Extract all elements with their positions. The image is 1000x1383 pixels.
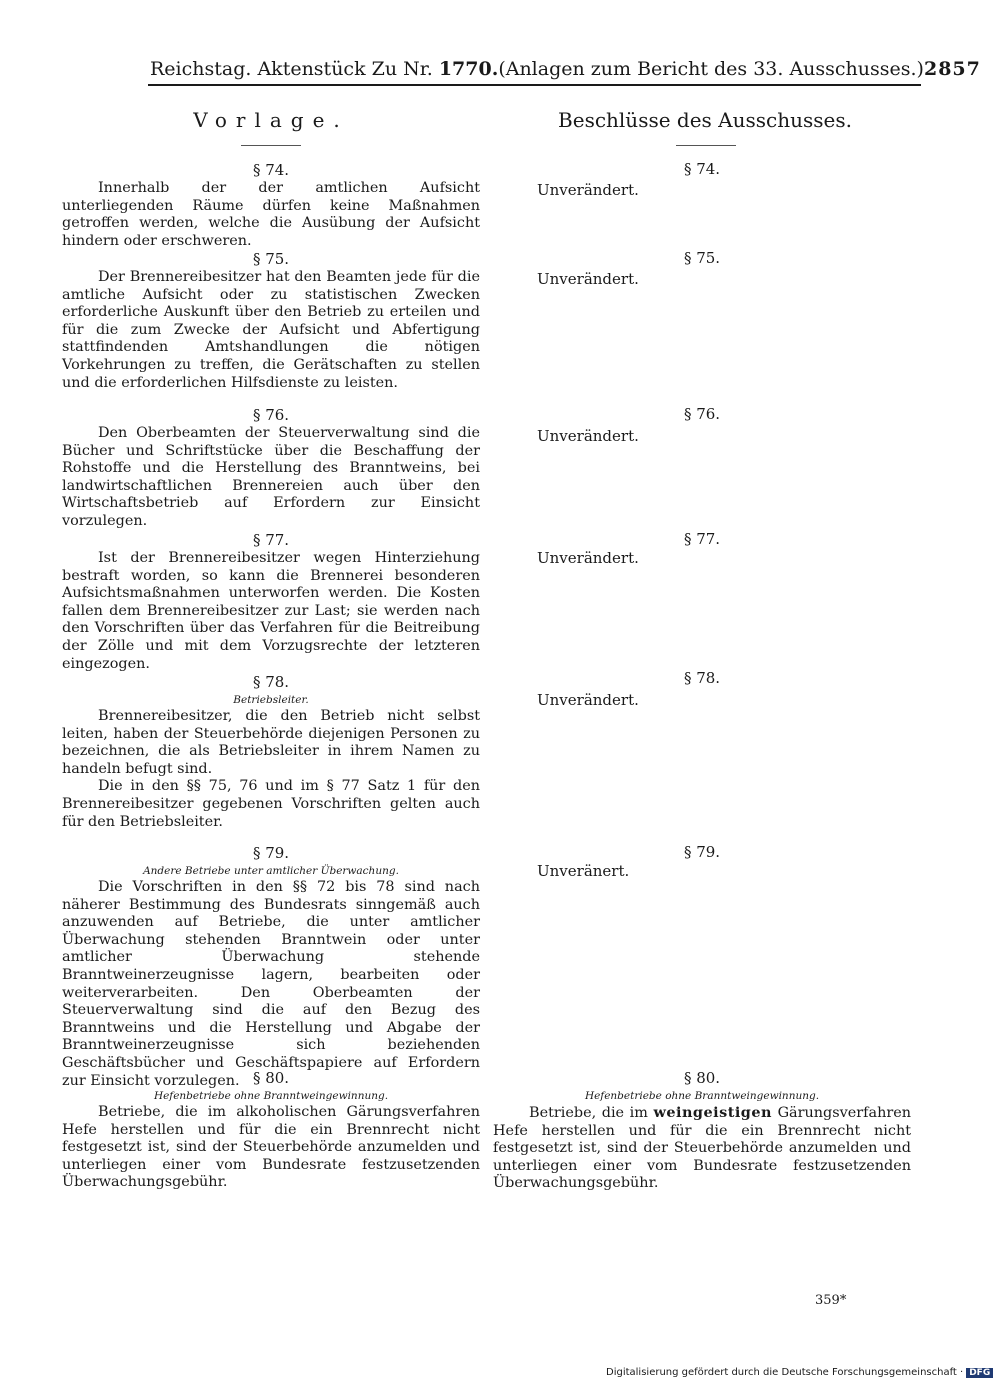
right-section-number-79: § 79. bbox=[683, 843, 721, 861]
emphasized-word: weingeistigen bbox=[653, 1104, 772, 1121]
right-title-rule bbox=[676, 145, 736, 146]
right-column-title: Beschlüsse des Ausschusses. bbox=[558, 108, 852, 132]
right-section-number-75: § 75. bbox=[683, 249, 721, 267]
right-section-number-76: § 76. bbox=[683, 405, 721, 423]
section-text: Der Brennereibesitzer hat den Beamten jede für die amtliche Aufsicht oder zu statistischen Zwecken erforderliche Auskunft über den Betrieb zu erteilen und für die zum Zwecke der Aufsicht und Abfertigung stattfindenden Amtshandlungen die nötigen Vorkehrungen zu treffen, die Gerätschaften zu stellen und die erforderlichen Hilfsdienste zu leisten. bbox=[62, 269, 480, 391]
right-section-text-77: Unverändert. bbox=[537, 549, 639, 567]
section-number: § 76. bbox=[252, 406, 290, 424]
left-title-rule bbox=[241, 145, 301, 146]
section-number: § 78. bbox=[252, 673, 290, 691]
section-number: § 75. bbox=[252, 250, 290, 268]
right-section-text-75: Unverändert. bbox=[537, 270, 639, 288]
right-section-number-77: § 77. bbox=[683, 530, 721, 548]
section-number: § 74. bbox=[252, 161, 290, 179]
section-number: § 79. bbox=[252, 844, 290, 862]
left-section-78 bbox=[62, 672, 480, 831]
dfg-logo: DFG bbox=[966, 1368, 993, 1378]
header-number: 1770. bbox=[438, 58, 499, 80]
section-number: § 80. bbox=[683, 1069, 721, 1087]
right-section-80 bbox=[493, 1068, 911, 1193]
header-title: Reichstag. Aktenstück Zu Nr. 1770. bbox=[150, 58, 499, 80]
section-text: Die Vorschriften in den §§ 72 bis 78 sind nach näherer Bestimmung des Bundesrats sinngemäß auch anzuwenden auf Betriebe, die unter amtlicher Überwachung stehenden Branntwein oder unter amtlicher Überwachung stehende Branntweinerzeugnisse lagern, bearbeiten oder weiterverarbeiten. Den Oberbeamten der Steuerverwaltung sind die auf den Bezug des Branntweins und die Herstellung und Abgabe der Branntweinerzeugnisse sich beziehenden Geschäftsbücher und Geschäftspapiere auf Erfordern zur Einsicht vorzulegen. bbox=[62, 879, 480, 1089]
left-section-76 bbox=[62, 405, 480, 531]
section-subtitle: Andere Betriebe unter amtlicher Überwachung. bbox=[143, 865, 399, 877]
section-number: § 80. bbox=[252, 1069, 290, 1087]
page-number: 2857 bbox=[923, 58, 981, 80]
page-header bbox=[150, 58, 981, 80]
left-column-title: Vorlage. bbox=[193, 108, 349, 132]
section-text: Betriebe, die im alkoholischen Gärungsverfahren Hefe herstellen und für die ein Brennrecht nicht festgesetzt ist, sind der Steuerbehörde anzumelden und unterliegen einer vom Bundesrate festzusetzenden Überwachungsgebühr. bbox=[62, 1104, 480, 1191]
left-section-79 bbox=[62, 843, 480, 1090]
section-subtitle: Betriebsleiter. bbox=[233, 694, 309, 706]
section-subtitle: Hefenbetriebe ohne Branntweingewinnung. bbox=[153, 1090, 389, 1102]
section-text: Den Oberbeamten der Steuerverwaltung sind die Bücher und Schriftstücke über die Beschaffung der Rohstoffe und die Herstellung des Branntweins, bei landwirtschaftlichen Brennereien auch über den Wirtschaftsbetrieb auf Erfordern zur Einsicht vorzulegen. bbox=[62, 425, 480, 529]
sheet-number: 359* bbox=[815, 1293, 847, 1308]
section-subtitle: Hefenbetriebe ohne Branntweingewinnung. bbox=[584, 1090, 820, 1102]
section-text: Betriebe, die im weingeistigen Gärungsverfahren Hefe herstellen und für die ein Brennrecht nicht festgesetzt ist, sind der Steuerbehörde anzumelden und unterliegen einer vom Bundesrate festzusetzenden Überwachungsgebühr. bbox=[493, 1104, 912, 1192]
section-number: § 77. bbox=[252, 531, 290, 549]
digitization-credit: Digitalisierung gefördert durch die Deutsche Forschungsgemeinschaft · DFG bbox=[606, 1367, 993, 1378]
right-section-number-74: § 74. bbox=[683, 160, 721, 178]
section-text: Brennereibesitzer, die den Betrieb nicht selbst leiten, haben der Steuerbehörde diejenigen Personen zu bezeichnen, die als Betriebsleiter in ihrem Namen zu handeln befugt sind. bbox=[62, 708, 480, 777]
left-section-74 bbox=[62, 160, 480, 250]
section-text: Innerhalb der der amtlichen Aufsicht unterliegenden Räume dürfen keine Maßnahmen getroffen werden, welche die Ausübung der Aufsicht hindern oder erschweren. bbox=[62, 180, 480, 249]
right-section-text-79: Unveränert. bbox=[537, 862, 630, 880]
section-text: Ist der Brennereibesitzer wegen Hinterziehung bestraft worden, so kann die Brennerei besonderen Aufsichtsmaßnahmen unterworfen werden. Die Kosten fallen dem Brennereibesitzer zur Last; sie werden nach den Vorschriften über das Verfahren für die Beitreibung der Zölle und mit dem Vorzugsrechte der letzteren eingezogen. bbox=[62, 550, 480, 672]
header-subtitle: (Anlagen zum Bericht des 33. Ausschusses.) bbox=[498, 58, 924, 80]
right-section-text-74: Unverändert. bbox=[537, 181, 639, 199]
right-section-text-76: Unverändert. bbox=[537, 427, 639, 445]
left-section-77 bbox=[62, 530, 480, 673]
header-rule bbox=[148, 84, 921, 86]
right-section-number-78: § 78. bbox=[683, 669, 721, 687]
right-section-text-78: Unverändert. bbox=[537, 691, 639, 709]
left-section-80 bbox=[62, 1068, 480, 1192]
section-text: Die in den §§ 75, 76 und im § 77 Satz 1 für den Brennereibesitzer gegebenen Vorschriften gelten auch für den Betriebsleiter. bbox=[62, 778, 480, 830]
left-section-75 bbox=[62, 249, 480, 392]
